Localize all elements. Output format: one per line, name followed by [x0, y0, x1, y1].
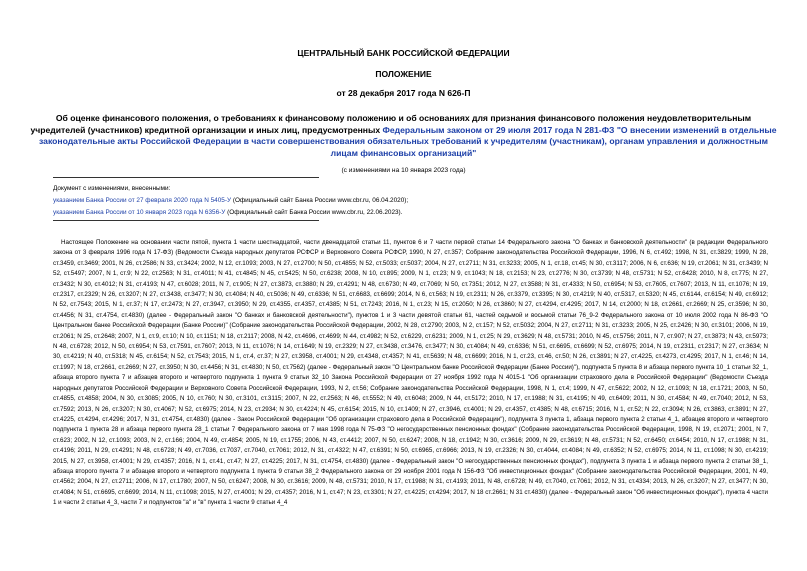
subject-law-link[interactable]: Федеральным законом от 29 июля 2017 года N 281-ФЗ "О внесении изменений в отдельные законодательные акты Российской Федерации в части совершенствования обязательных требований к учредителям (участникам), органам управления и должностным лицам финансовых организаций"	[39, 124, 777, 158]
document-subject	[30, 113, 777, 159]
subject-text: Об оценке финансового положения, о требованиях к финансовому положению и об основаниях для признания финансового положения неудовлетворительным учредителей (участников) кредитной организации и иных лиц, предусмотренных	[30, 113, 752, 135]
revision-link-2020[interactable]: указанием Банка России от 27 февраля 2020 года N 5405-У	[53, 197, 232, 204]
preamble-paragraph	[53, 238, 768, 509]
revision-item	[53, 207, 473, 219]
revision-source: (Официальный сайт Банка России www.cbr.ru, 22.06.2023).	[225, 209, 403, 216]
revisions-block	[53, 183, 473, 219]
document-type-heading: ПОЛОЖЕНИЕ	[375, 69, 432, 79]
revisions-title: Документ с изменениями, внесенными:	[53, 185, 171, 192]
revisions-top-divider	[53, 177, 319, 178]
revision-source: (Официальный сайт Банка России www.cbr.ru, 06.04.2020);	[231, 197, 409, 204]
revision-item	[53, 195, 473, 207]
revision-link-2023[interactable]: указанием Банка России от 10 января 2023 года N 6356-У	[53, 209, 226, 216]
document-date-number: от 28 декабря 2017 года N 626-П	[336, 88, 471, 98]
edition-note: (с изменениями на 10 января 2023 года)	[341, 167, 466, 174]
issuer-heading: ЦЕНТРАЛЬНЫЙ БАНК РОССИЙСКОЙ ФЕДЕРАЦИИ	[297, 48, 510, 58]
preamble-text: Настоящее Положение на основании части пятой, пункта 1 части шестнадцатой, части двенадцатой статьи 11, пунктов 6 и 7 части первой статьи 14 Федерального закона "О банках и банковской деятельности" (в редакции Федерального закона от 3 февраля 1996 года N 17-ФЗ) (Ведомости Съезда народных депутатов РСФСР и Верховного Совета РСФСР, 1990, N 27, ст.357; Собрание законодательства Российской Федерации, 1996, N 6, ст.492; 1998, N 31, ст.3829; 1999, N 28, ст.3459, ст.3469; 2001, N 26, ст.2586; N 33, ст.3424; 2002, N 12, ст.1093; 2003, N 27, ст.2700; N 50, ст.4855; N 52, ст.5033; ст.5037; 2004, N 27, ст.2711; N 31, ст.3233; 2005, N 1, ст.18, ст.45; N 30, ст.3117; 2006, N 6, ст.636; N 19, ст.2061; N 31, ст.3439; N 52, ст.5497; 2007, N 1, ст.9; N 22, ст.2563; N 31, ст.4011; N 41, ст.4845; N 45, ст.5425; N 50, ст.6238; 2008, N 10, ст.895; 2009, N 1, ст.23; N 9, ст.1043; N 18, ст.2153; N 23, ст.2776; N 30, ст.3739; N 48, ст.5731; N 52, ст.6428; 2010, N 8, ст.775; N 27, ст.3432; N 30, ст.4012; N 31, ст.4193; N 47, ст.6028; 2011, N 7, ст.905; N 27, ст.3873, ст.3880; N 29, ст.4291; N 48, ст.6730; N 49, ст.7069; N 50, ст.7351; 2012, N 27, ст.3588; N 31, ст.4333; N 50, ст.6954; N 53, ст.7605, ст.7607; 2013, N 11, ст.1076; N 19, ст.2317, ст.2329; N 26, ст.3207; N 27, ст.3438, ст.3477; N 30, ст.4084; N 40, ст.5036; N 49, ст.6336; N 51, ст.6683, ст.6699; 2014, N 6, ст.563; N 19, ст.2311; N 26, ст.3379, ст.3395; N 30, ст.4219; N 40, ст.5317, ст.5320; N 45, ст.6144, ст.6154; N 49, ст.6912; N 52, ст.7543; 2015, N 1, ст.37; N 17, ст.2473; N 27, ст.3947, ст.3950; N 29, ст.4355, ст.4357, ст.4385; N 51, ст.7243; 2016, N 1, ст.23; N 15, ст.2050; N 26, ст.3860; N 27, ст.4294, ст.4295; 2017, N 14, ст.2000; N 18, ст.2661, ст.2669; N 25, ст.3596; N 30, ст.4456; N 31, ст.4754, ст.4830) (далее - Федеральный закон "О банках и банковской деятельности"), пунктов 1 и 3 части девятой статьи 61, частей седьмой и восьмой статьи 76_9-2 Федерального закона от 10 июля 2002 года N 86-ФЗ "О Центральном банке Российской Федерации (Банке России)" (Собрание законодательства Российской Федерации, 2002, N 28, ст.2790; 2003, N 2, ст.157; N 52, ст.5032; 2004, N 27, ст.2711; N 31, ст.3233; 2005, N 25, ст.2426; N 30, ст.3101; 2006, N 19, ст.2061; N 25, ст.2648; 2007, N 1, ст.9, ст.10; N 10, ст.1151; N 18, ст.2117; 2008, N 42, ст.4696, ст.4699; N 44, ст.4982; N 52, ст.6229, ст.6231; 2009, N 1, ст.25; N 29, ст.3629; N 48, ст.5731; 2010, N 45, ст.5756; 2011, N 7, ст.907; N 27, ст.3873; N 43, ст.5973; N 48, ст.6728; 2012, N 50, ст.6954; N 53, ст.7591, ст.7607; 2013, N 11, ст.1076; N 14, ст.1649; N 19, ст.2329; N 27, ст.3438, ст.3476, ст.3477; N 30, ст.4084; N 49, ст.6336; N 51, ст.6695, ст.6699; N 52, ст.6975; 2014, N 19, ст.2311, ст.2317; N 27, ст.3634; N 30, ст.4219; N 40, ст.5318; N 45, ст.6154; N 52, ст.7543; 2015, N 1, ст.4, ст.37; N 27, ст.3958, ст.4001; N 29, ст.4348, ст.4357; N 41, ст.5639; N 48, ст.6699; 2016, N 1, ст.23, ст.46, ст.50; N 26, ст.3891; N 27, ст.4225, ст.4273, ст.4295; 2017, N 1, ст.46; N 14, ст.1997; N 18, ст.2661, ст.2669; N 27, ст.3950; N 30, ст.4456; N 31, ст.4830; N 50, ст.7562) (далее - Федеральный закон "О Центральном банке Российской Федерации (Банке России)"), подпункта 5 пункта 8 и абзаца первого пункта 10_1 статьи 32_1, абзаца второго пункта 7 и абзацев второго и четвертого подпункта 1 пункта 9 статьи 32_10 Закона Российской Федерации от 27 ноября 1992 года N 4015-1 "Об организации страхового дела в Российской Федерации" (Ведомости Съезда народных депутатов Российской Федерации и Верховного Совета Российской Федерации, 1993, N 2, ст.56; Собрание законодательства Российской Федерации, 1998, N 1, ст.4; 1999, N 47, ст.5622; 2002, N 12, ст.1093; N 18, ст.1721; 2003, N 50, ст.4855, ст.4858; 2004, N 30, ст.3085; 2005, N 10, ст.760; N 30, ст.3101, ст.3115; 2007, N 22, ст.2563; N 46, ст.5552; N 49, ст.6048; 2009, N 44, ст.5172; 2010, N 17, ст.1988; N 31, ст.4195; N 49, ст.6409; 2011, N 30, ст.4584; N 49, ст.7040; 2012, N 53, ст.7592; 2013, N 26, ст.3207; N 30, ст.4067; N 52, ст.6975; 2014, N 23, ст.2934; N 30, ст.4224; N 45, ст.6154; 2015, N 10, ст.1409; N 27, ст.3946, ст.4001; N 29, ст.4357, ст.4385; N 48, ст.6715; 2016, N 1, ст.52; N 22, ст.3094; N 26, ст.3863, ст.3891; N 27, ст.4225, ст.4294, ст.4296; 2017, N 31, ст.4754, ст.4830) (далее - Закон Российской Федерации "Об организации страхового дела в Российской Федерации"), подпункта 3 пункта 1, абзаца первого пункта 2 статьи 4_1, абзацев второго и четвертого подпункта 1 пункта 28 и абзаца первого пункта 28_1 статьи 7 Федерального закона от 7 мая 1998 года N 75-ФЗ "О негосударственных пенсионных фондах" (Собрание законодательства Российской Федерации, 1998, N 19, ст.2071; 2001, N 7, ст.623; 2002, N 12, ст.1093; 2003, N 2, ст.166; 2004, N 49, ст.4854; 2005, N 19, ст.1755; 2006, N 43, ст.4412; 2007, N 50, ст.6247; 2008, N 18, ст.1942; N 30, ст.3616; 2009, N 29, ст.3619; N 48, ст.5731; N 52, ст.6450; ст.6454; 2010, N 17, ст.1988; N 31, ст.4196; 2011, N 29, ст.4291; N 48, ст.6728; N 49, ст.7036, ст.7037, ст.7040, ст.7061; 2012, N 31, ст.4322; N 47, ст.6391; N 50, ст.6965, ст.6966; 2013, N 19, ст.2326; N 30, ст.4044, ст.4084; N 49, ст.6352; N 52, ст.6975; 2014, N 11, ст.1098; N 30, ст.4219; 2015, N 27, ст.3958, ст.4001; N 29, ст.4357; 2016, N 1, ст.41, ст.47; N 27, ст.4225; 2017, N 31, ст.4754, ст.4830) (далее - Федеральный закон "О негосударственных пенсионных фондах"), подпункта 3 пункта 1 и абзаца первого пункта 2 статьи 38_1, абзаца второго пункта 7 и абзацев второго и четвертого подпункта 1 пункта 9 статьи 38_2 Федерального закона от 29 ноября 2001 года N 156-ФЗ "Об инвестиционных фондах" (Собрание законодательства Российской Федерации, 2001, N 49, ст.4562; 2004, N 27, ст.2711; 2006, N 17, ст.1780; 2007, N 50, ст.6247; 2008, N 30, ст.3616; 2009, N 48, ст.5731; 2010, N 17, ст.1988; N 31, ст.4193; 2011, N 48, ст.6728; N 49, ст.7040, ст.7061; 2012, N 31, ст.4334; 2013, N 26, ст.3207; N 27, ст.3477; N 30, ст.4084; N 51, ст.6695, ст.6699; 2014, N 11, ст.1098; 2015, N 27, ст.4001; N 29, ст.4357; 2016, N 1, ст.47; N 23, ст.3301; N 27, ст.4225; ст.4294; 2017, N 18 ст.2661; N 31 ст.4830) (далее - Федеральный закон "Об инвестиционных фондах"), пункта 4 части 1 и части 2 статьи 4_3, части 7 и подпунктов "а" и "в" пункта 1 части 9 статьи 4_4	[53, 239, 768, 507]
revisions-bottom-divider	[53, 220, 319, 221]
